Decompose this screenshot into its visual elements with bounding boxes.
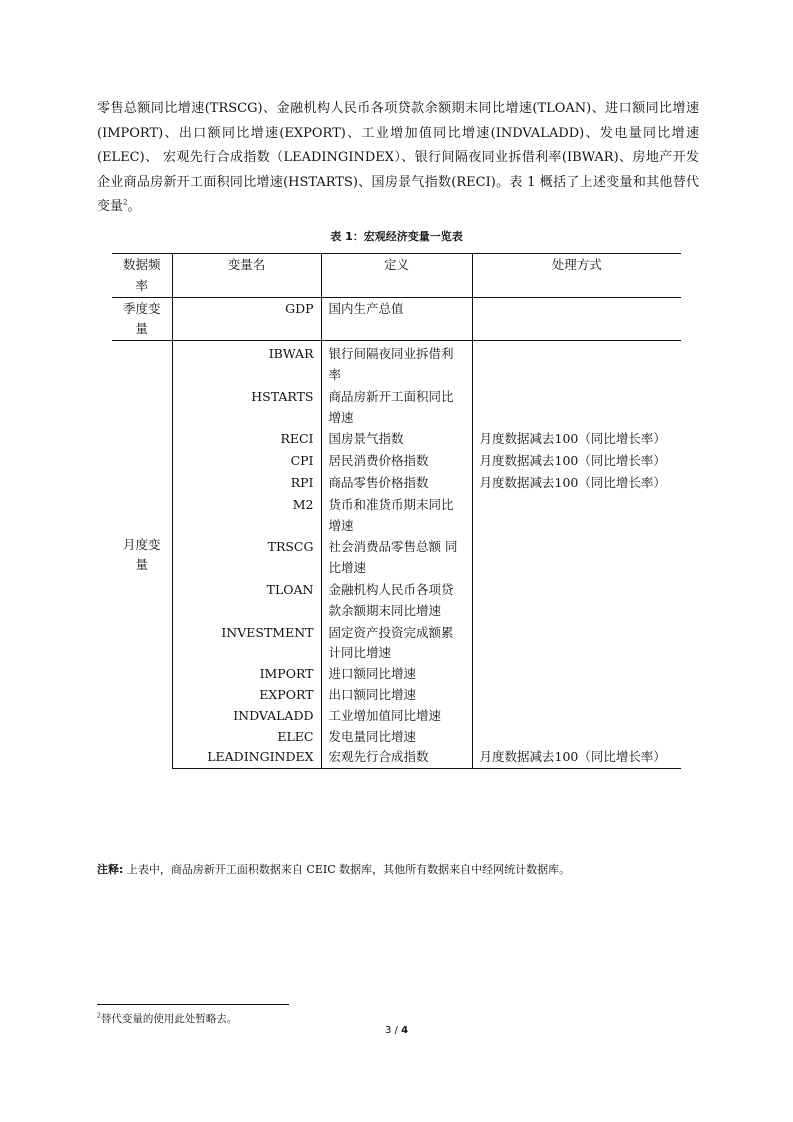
def-cell: 金融机构人民币各项贷款余额期末同比增速 bbox=[321, 579, 472, 622]
def-cell: 宏观先行合成指数 bbox=[321, 747, 472, 768]
proc-cell bbox=[472, 536, 681, 579]
proc-cell: 月度数据减去100（同比增长率） bbox=[479, 453, 666, 469]
def-cell: 发电量同比增速 bbox=[321, 727, 472, 748]
table-row bbox=[112, 579, 681, 622]
table-row bbox=[112, 428, 681, 450]
proc-cell bbox=[472, 664, 681, 685]
def-cell: 国内生产总值 bbox=[321, 297, 472, 341]
def-cell: 出口额同比增速 bbox=[321, 685, 472, 706]
var-cell: RECI bbox=[172, 428, 321, 450]
def-cell: 工业增加值同比增速 bbox=[321, 706, 472, 727]
footnote bbox=[97, 1011, 237, 1026]
var-cell: TRSCG bbox=[172, 536, 321, 579]
table-row bbox=[112, 747, 681, 768]
freq-monthly: 月度变量 bbox=[112, 341, 172, 769]
var-cell: M2 bbox=[172, 494, 321, 537]
def-cell: 商品零售价格指数 bbox=[321, 472, 472, 494]
var-cell: IBWAR bbox=[172, 341, 321, 386]
table-row bbox=[112, 622, 681, 665]
def-cell: 货币和准货币期末同比增速 bbox=[321, 494, 472, 537]
var-cell: ELEC bbox=[172, 727, 321, 748]
note-label: 注释: bbox=[97, 863, 124, 876]
paragraph-text: 零售总额同比增速(TRSCG)、金融机构人民币各项贷款余额期末同比增速(TLOAN)、进口额同比增速(IMPORT)、出口额同比增速(EXPORT)、工业增加值同比增速(INDVALADD)、发电量同比增速(ELEC)、 宏观先行合成指数（LEADINGINDEX）、银行间隔夜同业拆借利率(IBWAR)、房地产开发企业商品房新开工面积同比增速(HSTARTS)、国房景气指数(RECI)。表 1 概括了上述变量和其他替代变量 bbox=[97, 101, 699, 214]
header-frequency: 数据频率 bbox=[112, 254, 172, 298]
var-cell: INDVALADD bbox=[172, 706, 321, 727]
def-cell: 社会消费品零售总额 同比增速 bbox=[321, 536, 472, 579]
proc-cell bbox=[472, 386, 681, 429]
table-caption: 表 1：宏观经济变量一览表 bbox=[330, 230, 463, 243]
table-row bbox=[112, 494, 681, 537]
freq-quarterly: 季度变量 bbox=[112, 297, 172, 341]
table-row bbox=[112, 706, 681, 727]
proc-cell bbox=[472, 579, 681, 622]
table-row bbox=[112, 664, 681, 685]
def-cell: 国房景气指数 bbox=[321, 428, 472, 450]
proc-cell bbox=[472, 341, 681, 386]
var-cell: RPI bbox=[172, 472, 321, 494]
footnote-reference[interactable]: 2 bbox=[123, 198, 128, 207]
table-row bbox=[112, 297, 681, 341]
var-cell: IMPORT bbox=[172, 664, 321, 685]
var-cell: HSTARTS bbox=[172, 386, 321, 429]
page-number bbox=[0, 1025, 793, 1036]
header-definition: 定义 bbox=[321, 254, 472, 298]
header-processing: 处理方式 bbox=[472, 254, 681, 298]
proc-cell: 月度数据减去100（同比增长率） bbox=[472, 747, 681, 768]
def-cell: 商品房新开工面积同比增速 bbox=[321, 386, 472, 429]
var-cell: INVESTMENT bbox=[172, 622, 321, 665]
table-row bbox=[112, 472, 681, 494]
var-cell: TLOAN bbox=[172, 579, 321, 622]
header-variable: 变量名 bbox=[172, 254, 321, 298]
page-total: 4 bbox=[401, 1025, 409, 1036]
def-cell: 银行间隔夜同业拆借利率 bbox=[321, 341, 472, 386]
def-cell: 固定资产投资完成额累计同比增速 bbox=[321, 622, 472, 665]
body-paragraph bbox=[97, 97, 699, 220]
table-header-row bbox=[112, 254, 681, 298]
note-text: 上表中，商品房新开工面积数据来自 CEIC 数据库，其他所有数据来自中经网统计数据库。 bbox=[123, 863, 571, 876]
var-cell: GDP bbox=[172, 297, 321, 341]
var-cell: EXPORT bbox=[172, 685, 321, 706]
proc-cell bbox=[472, 685, 681, 706]
table-row bbox=[112, 450, 681, 472]
var-cell: LEADINGINDEX bbox=[172, 747, 321, 768]
table-row bbox=[112, 536, 681, 579]
page-separator: / bbox=[391, 1025, 402, 1036]
proc-cell bbox=[472, 297, 681, 341]
footnote-mark: 2 bbox=[97, 1012, 101, 1020]
page-current: 3 bbox=[384, 1025, 392, 1036]
table-row bbox=[112, 727, 681, 748]
var-cell: CPI bbox=[172, 450, 321, 472]
def-cell: 进口额同比增速 bbox=[321, 664, 472, 685]
def-cell: 居民消费价格指数 bbox=[321, 450, 472, 472]
footnote-divider bbox=[97, 1004, 289, 1005]
table-note bbox=[97, 861, 570, 877]
proc-cell bbox=[472, 706, 681, 727]
table-row bbox=[112, 341, 681, 386]
proc-cell: 月度数据减去100（同比增长率） bbox=[479, 431, 666, 447]
paragraph-end: 。 bbox=[127, 199, 141, 214]
footnote-text: 替代变量的使用此处暂略去。 bbox=[100, 1013, 238, 1025]
proc-cell bbox=[472, 727, 681, 748]
macro-variables-table bbox=[112, 253, 681, 769]
proc-cell bbox=[472, 622, 681, 665]
table-row bbox=[112, 685, 681, 706]
proc-cell: 月度数据减去100（同比增长率） bbox=[479, 474, 666, 490]
table-row bbox=[112, 386, 681, 429]
proc-cell bbox=[472, 494, 681, 537]
